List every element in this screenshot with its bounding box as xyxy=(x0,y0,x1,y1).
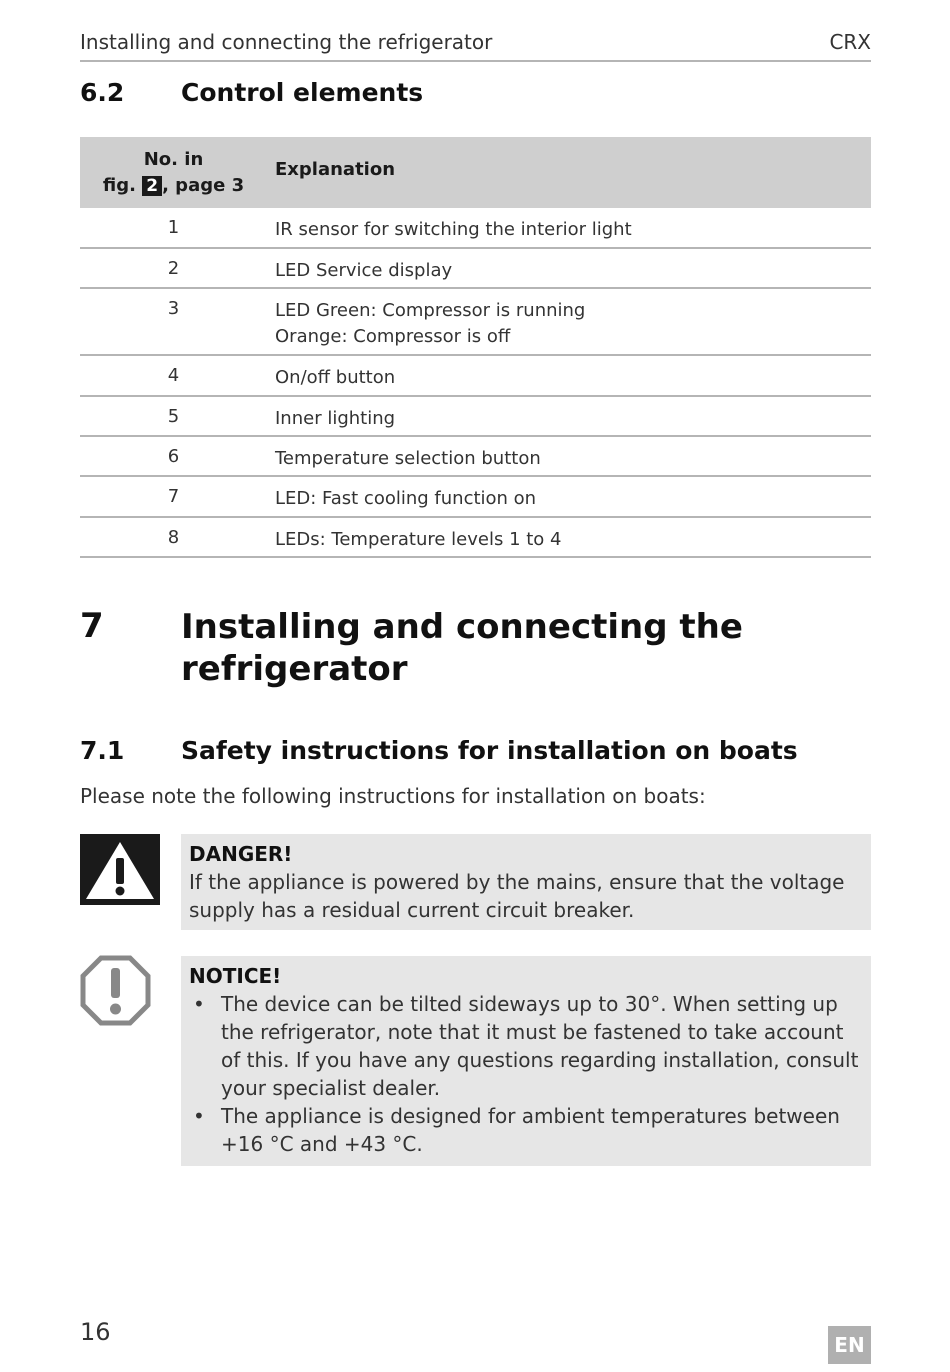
notice-box xyxy=(181,956,871,1166)
row-explanation: LED Green: Compressor is running Orange: Compressor is off xyxy=(275,300,586,347)
row-explanation: LEDs: Temperature levels 1 to 4 xyxy=(275,529,562,550)
notice-octagon-icon xyxy=(80,955,151,1026)
control-elements-table xyxy=(80,137,871,558)
row-explanation: On/off button xyxy=(275,367,396,388)
row-number: 6 xyxy=(167,446,180,467)
table-row xyxy=(80,437,871,477)
table-row xyxy=(80,208,871,249)
table-row xyxy=(80,289,871,356)
header-product-name: CRX xyxy=(829,30,871,54)
list-item: • The appliance is designed for ambient temperatures between +16 °C and +43 °C. xyxy=(193,1104,840,1156)
row-explanation: Temperature selection button xyxy=(275,448,541,469)
row-number: 1 xyxy=(167,217,180,238)
page-number: 16 xyxy=(80,1318,111,1346)
danger-text: If the appliance is powered by the mains, ensure that the voltage supply has a residual current circuit breaker. xyxy=(189,870,845,922)
table-row xyxy=(80,518,871,558)
section-6-2-heading xyxy=(80,78,871,112)
column-header-explanation: Explanation xyxy=(275,159,396,180)
column-header-number: No. in fig. 2 , page 3 xyxy=(102,149,245,196)
row-explanation: IR sensor for switching the interior light xyxy=(275,219,632,240)
row-explanation: LED Service display xyxy=(275,260,453,281)
section-number: 7.1 xyxy=(80,736,125,765)
section-title: Control elements xyxy=(181,78,424,107)
intro-paragraph: Please note the following instructions for installation on boats: xyxy=(80,784,706,808)
warning-triangle-icon xyxy=(80,834,160,905)
section-7-1-heading xyxy=(80,736,871,770)
chapter-title: Installing and connecting the refrigerator xyxy=(181,607,743,689)
notice-title: NOTICE! xyxy=(189,964,282,988)
page-header xyxy=(80,30,871,62)
table-header xyxy=(80,137,871,208)
row-explanation: LED: Fast cooling function on xyxy=(275,488,537,509)
row-number: 8 xyxy=(167,527,180,548)
table-row xyxy=(80,477,871,518)
language-badge: EN xyxy=(828,1326,871,1364)
danger-title: DANGER! xyxy=(189,842,293,866)
chapter-number: 7 xyxy=(80,606,104,646)
danger-box xyxy=(181,834,871,930)
notice-list xyxy=(189,990,863,1158)
row-number: 5 xyxy=(167,406,180,427)
table-row xyxy=(80,397,871,437)
header-chapter-title: Installing and connecting the refrigerator xyxy=(80,30,493,54)
row-number: 7 xyxy=(167,486,180,507)
row-number: 3 xyxy=(167,298,180,319)
table-row xyxy=(80,249,871,289)
row-number: 4 xyxy=(167,365,180,386)
row-explanation: Inner lighting xyxy=(275,408,396,429)
figure-reference-badge: 2 xyxy=(142,176,162,196)
section-number: 6.2 xyxy=(80,78,125,107)
table-row xyxy=(80,356,871,397)
list-item: • The device can be tilted sideways up to 30°. When setting up the refrigerator, note that it must be fastened to take account of this. If you have any questions regarding installation, consult your specialist dealer. xyxy=(193,992,859,1100)
row-number: 2 xyxy=(167,258,180,279)
section-7-heading xyxy=(80,606,871,696)
section-title: Safety instructions for installation on boats xyxy=(181,736,798,765)
